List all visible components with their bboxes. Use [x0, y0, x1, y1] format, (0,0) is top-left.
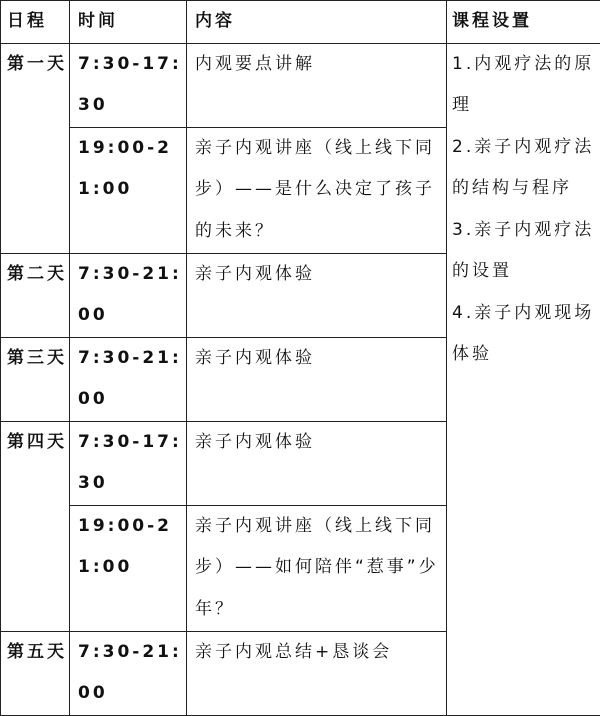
header-row: [1, 1, 600, 44]
day-cell: 第四天: [1, 421, 70, 631]
settings-item: 1.内观疗法的原理: [452, 44, 600, 127]
day-cell: 第五天: [1, 631, 70, 715]
day-cell: 第一天: [1, 43, 70, 253]
settings-item: 3.亲子内观疗法的设置: [452, 210, 600, 293]
time-cell: 7:30-17:30: [70, 43, 187, 127]
content-cell: 亲子内观体验: [187, 337, 447, 421]
header-time: 时间: [70, 1, 187, 44]
day-cell: 第二天: [1, 253, 70, 337]
time-cell: 7:30-17:30: [70, 421, 187, 505]
settings-item: 4.亲子内观现场体验: [452, 293, 600, 376]
time-cell: 19:00-21:00: [70, 505, 187, 631]
content-cell: 亲子内观讲座（线上线下同步）——是什么决定了孩子的未来？: [187, 127, 447, 253]
header-day: 日程: [1, 1, 70, 44]
time-cell: 7:30-21:00: [70, 631, 187, 715]
time-cell: 19:00-21:00: [70, 127, 187, 253]
course-settings-cell: [447, 43, 600, 716]
header-settings: 课程设置: [447, 1, 600, 44]
content-cell: 亲子内观总结+恳谈会: [187, 631, 447, 715]
header-content: 内容: [187, 1, 447, 44]
content-cell: 亲子内观体验: [187, 421, 447, 505]
table-row: [1, 43, 600, 127]
content-cell: 亲子内观体验: [187, 253, 447, 337]
day-cell: 第三天: [1, 337, 70, 421]
time-cell: 7:30-21:00: [70, 253, 187, 337]
content-cell: 内观要点讲解: [187, 43, 447, 127]
settings-item: 2.亲子内观疗法的结构与程序: [452, 127, 600, 210]
time-cell: 7:30-21:00: [70, 337, 187, 421]
content-cell: 亲子内观讲座（线上线下同步）——如何陪伴“惹事”少年？: [187, 505, 447, 631]
